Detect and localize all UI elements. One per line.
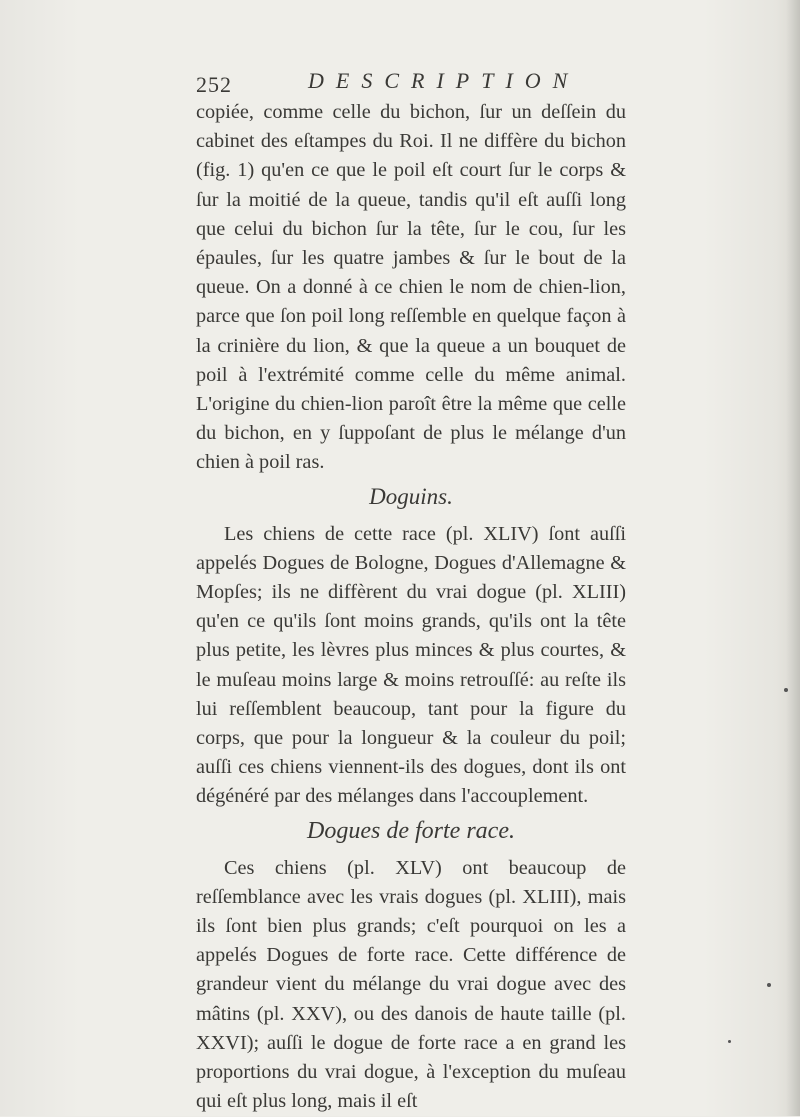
paper-speck [767,983,771,987]
running-title: DESCRIPTION [308,68,580,93]
paper-speck [728,1040,731,1043]
page-number: 252 [196,72,232,97]
paragraph-1: copiée, comme celle du bichon, ſur un deſſein du cabinet des eſtampes du Roi. Il ne diffère du bichon (fig. 1) qu'en ce que le poil eſt court ſur le corps & ſur la moitié de la queue, tandis qu'il eſt auſſi long que celui du bichon ſur la tête, ſur le cou, ſur les épaules, ſur les quatre jambes & ſur le bout de la queue. On a donné à ce chien le nom de chien-lion, parce que ſon poil long reſſemble en quelque façon à la crinière du lion, & que la queue a un bouquet de poil à l'extrémité comme celle du même animal. L'origine du chien-lion paroît être la même que celle du bichon, en y ſuppoſant de plus le mélange d'un chien à poil ras. [196,101,626,474]
paragraph-2: Les chiens de cette race (pl. XLIV) ſont auſſi appelés Dogues de Bologne, Dogues d'Allemagne & Mopſes; ils ne diffèrent du vrai dogue (pl. XLIII) qu'en ce qu'ils ſont moins grands, qu'ils ont la tête plus petite, les lèvres plus minces & plus courtes, & le muſeau moins large & moins retrouſſé: au reſte ils lui reſſemblent beaucoup, tant pour la figure du corps, que pour la longueur & la couleur du poil; auſſi ces chiens viennent-ils des dogues, dont ils ont dégénéré par des mélanges dans l'accouplement. [196,522,626,808]
section-heading-doguins: Doguins. [369,483,453,509]
paragraph-3: Ces chiens (pl. XLV) ont beaucoup de reſſemblance avec les vrais dogues (pl. XLIII), mais ils ſont bien plus grands; c'eſt pourquoi on les a appelés Dogues de forte race. Cette différence de grandeur vient du mélange du vrai dogue avec des mâtins (pl. XXV), ou des danois de haute taille (pl. XXVI); auſſi le dogue de forte race a en grand les proportions du vrai dogue, à l'exception du muſeau qui eſt plus long, mais il eſt [196,856,626,1113]
text-body [196,98,626,1117]
section-heading-dogues-forte-race: Dogues de forte race. [307,817,515,844]
page-header [196,66,616,100]
page-edge-shadow [786,0,800,1116]
paper-speck [784,688,788,692]
